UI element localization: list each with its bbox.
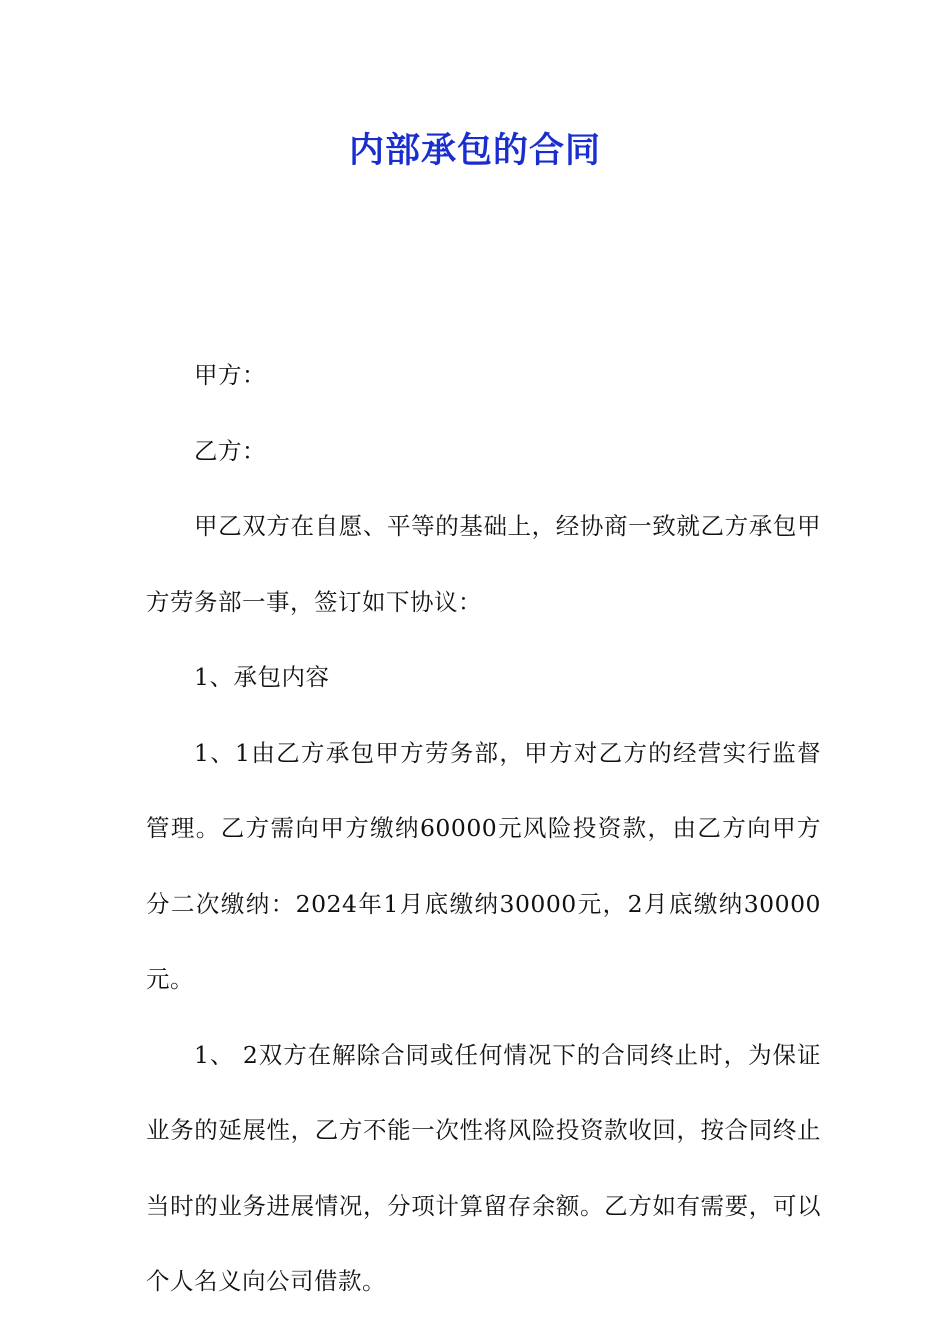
party-b-line: 乙方： [194,436,266,465]
clause-1-2: 1、 2双方在解除合同或任何情况下的合同终止时，为保证业务的延展性，乙方不能一次性将风险投资款收回，按合同终止当时的业务进展情况，分项计算留存余额。乙方如有需要，可以个人名义向公司借款。 [146,1040,821,1295]
party-a-line: 甲方： [194,361,266,389]
document-title: 内部承包的合同 [348,131,601,171]
clause-1-1: 1、1由乙方承包甲方劳务部，甲方对乙方的经营实行监督管理。乙方需向甲方缴纳60000元风险投资款，由乙方向甲方分二次缴纳：2024年1月底缴纳30000元，2月底缴纳30000元。 [146,738,821,993]
document-body [146,338,821,1320]
section-heading: 1、承包内容 [194,663,330,691]
intro-paragraph: 甲乙双方在自愿、平等的基础上，经协商一致就乙方承包甲方劳务部一事，签订如下协议： [146,512,821,616]
